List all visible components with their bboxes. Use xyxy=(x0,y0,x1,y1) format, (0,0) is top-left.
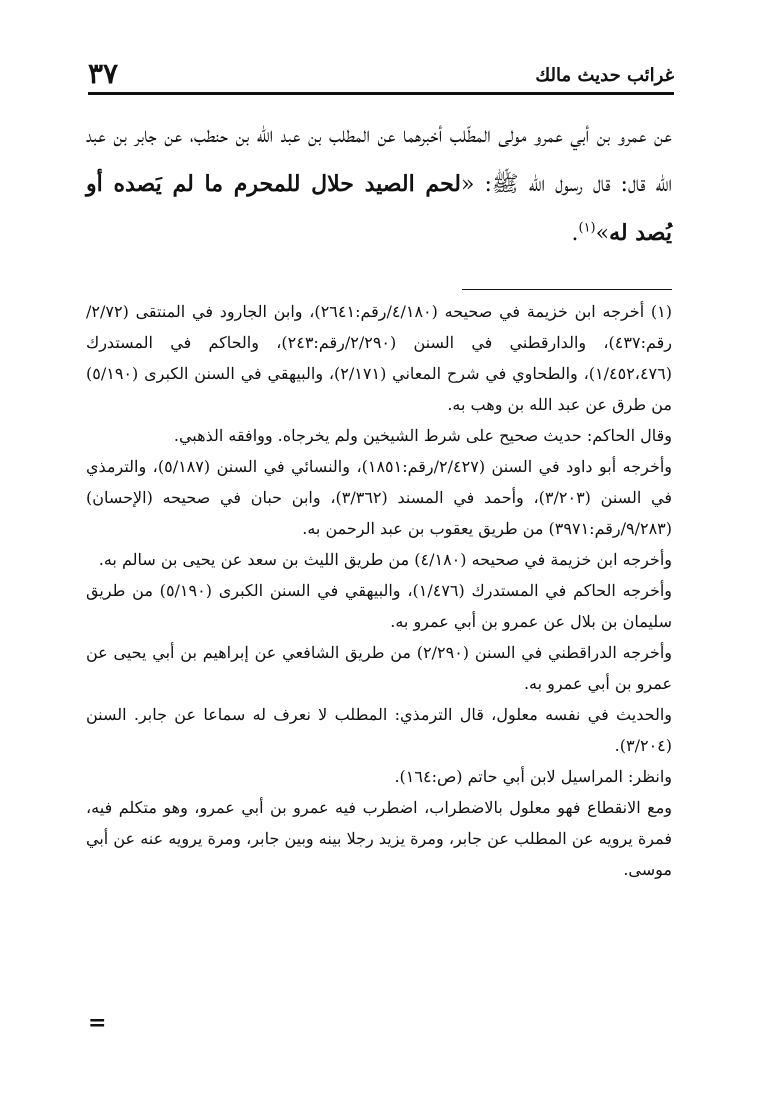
hadith-text: لحم الصيد حلال للمحرم ما لم يَصده أو يُصد له xyxy=(86,171,672,246)
footnote-paragraph: وانظر: المراسيل لابن أبي حاتم (ص:١٦٤). xyxy=(394,767,672,786)
footnotes xyxy=(86,296,672,885)
footnote-paragraph: وأخرجه ابن خزيمة في صحيحه (٤/١٨٠) من طريق الليث بن سعد عن يحيى بن سالم به. xyxy=(98,550,672,569)
running-title: غرائب حديث مالك xyxy=(535,65,674,86)
hadith-end: . xyxy=(571,221,579,246)
hadith-closing-quote: » xyxy=(595,221,610,246)
footnote-paragraph: وأخرجه أبو داود في السنن (٢/٤٢٧/رقم:١٨٥١)، والنسائي في السنن (٥/١٨٧)، والترمذي في السنن (٣/٢٠٣)، وأحمد في المسند (٣/٣٦٢)، وابن حبان في صحيحه (الإحسان) (٩/٢٨٣/رقم:٣٩٧١) من طريق يعقوب بن عبد الرحمن به. xyxy=(86,457,673,538)
footnote-paragraph: وقال الحاكم: حديث صحيح على شرط الشيخين ولم يخرجاه. ووافقه الذهبي. xyxy=(173,426,672,445)
footnote-reference: (١) xyxy=(578,220,596,236)
footnote-paragraph: وأخرجه الدراقطني في السنن (٢/٢٩٠) من طريق الشافعي عن إبراهيم بن أبي يحيى عن عمرو بن أبي عمرو به. xyxy=(86,643,672,693)
footnote-paragraph: ومع الانقطاع فهو معلول بالاضطراب، اضطرب فيه عمرو بن أبي عمرو، وهو متكلم فيه، فمرة يرويه عن المطلب عن جابر، ومرة يزيد رجلا بينه وبين جابر، ومرة يرويه عنه عن أبي موسى. xyxy=(86,798,672,879)
footnote-paragraph: وأخرجه الحاكم في المستدرك (١/٤٧٦)، والبيهقي في السنن الكبرى (٥/١٩٠) من طريق سليمان بن بلال عن عمرو بن أبي عمرو به. xyxy=(86,581,673,631)
footnote-paragraph: والحديث في نفسه معلول، قال الترمذي: المطلب لا نعرف له سماعا عن جابر. السنن (٣/٢٠٤). xyxy=(86,705,672,755)
main-text xyxy=(86,112,672,258)
footnote-separator xyxy=(462,289,672,290)
footnote-paragraph: (١) أخرجه ابن خزيمة في صحيحه (٤/١٨٠/رقم:٢٦٤١)، وابن الجارود في المنتقى (٢/٧٢/رقم:٤٣٧)، والدارقطني في السنن (٢/٢٩٠/رقم:٢٤٣)، والحاكم في المستدرك (١/٤٥٢،٤٧٦)، والطحاوي في شرح المعاني (٢/١٧١)، والبيهقي في السنن الكبرى (٥/١٩٠) من طرق عن عبد الله بن وهب به. xyxy=(86,302,673,414)
page-header xyxy=(88,48,674,88)
end-mark: = xyxy=(88,1010,107,1036)
header-rule xyxy=(88,92,674,95)
hadith-chain: عن عمرو بن أبي عمرو مولى المطّلب أخبرهما عن المطلب بن عبد الله بن حنطب، عن جابر بن عبد الله قال: قال رسول الله ﷺ: « xyxy=(86,123,672,197)
page-number: ٣٧ xyxy=(88,57,119,90)
